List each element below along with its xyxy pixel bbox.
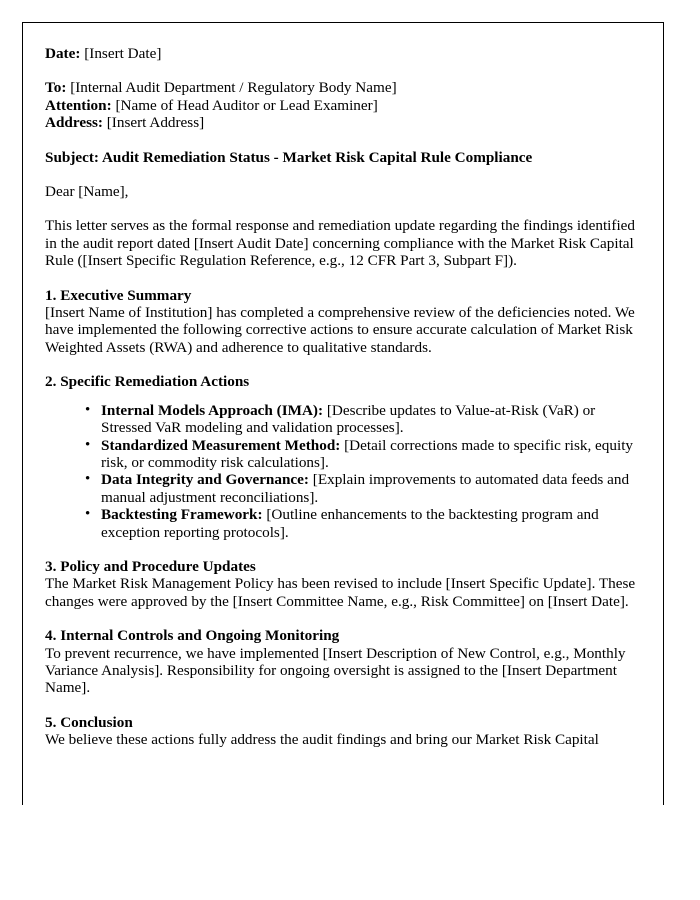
to-value: [Internal Audit Department / Regulatory Body Name] bbox=[70, 79, 397, 97]
date-value: [Insert Date] bbox=[84, 45, 162, 62]
spacer bbox=[45, 270, 646, 287]
spacer bbox=[45, 132, 646, 149]
spacer bbox=[45, 166, 646, 183]
bullet-detail: [Detail corrections made to specific risk, equity risk, or commodity risk calculations]. bbox=[101, 436, 634, 471]
list-item bbox=[85, 437, 646, 472]
date-line bbox=[45, 45, 646, 62]
list-item bbox=[85, 471, 646, 506]
address-line bbox=[45, 114, 646, 131]
date-label: Date: bbox=[45, 45, 81, 62]
bullet-term: Data Integrity and Governance: bbox=[101, 471, 309, 489]
spacer bbox=[45, 356, 646, 373]
intro-paragraph: This letter serves as the formal response and remediation update regarding the findings identified in the audit report dated [Insert Audit Date] concerning compliance with the Market Risk Capital Rule ([Insert Specific Regulation Reference, e.g., 12 CFR Part 3, Subpart F]). bbox=[45, 217, 636, 270]
list-item bbox=[85, 402, 646, 437]
attention-line bbox=[45, 97, 646, 114]
spacer bbox=[45, 697, 646, 714]
to-line bbox=[45, 79, 646, 96]
section-heading-5: 5. Conclusion bbox=[45, 713, 133, 731]
spacer bbox=[45, 62, 646, 79]
spacer bbox=[45, 200, 646, 217]
bullet-term: Backtesting Framework: bbox=[101, 506, 263, 524]
address-label: Address: bbox=[45, 114, 103, 132]
bullet-detail: [Describe updates to Value-at-Risk (VaR) or Stressed VaR modeling and validation processes]. bbox=[101, 401, 596, 437]
bullet-detail: [Outline enhancements to the backtesting program and exception reporting protocols]. bbox=[101, 506, 599, 541]
spacer bbox=[45, 391, 646, 402]
attention-label: Attention: bbox=[45, 96, 112, 114]
salutation: Dear [Name], bbox=[45, 183, 129, 201]
spacer bbox=[45, 610, 646, 627]
remediation-actions-list bbox=[45, 402, 646, 541]
document-page bbox=[22, 22, 664, 805]
section-heading-3: 3. Policy and Procedure Updates bbox=[45, 557, 256, 575]
attention-value: [Name of Head Auditor or Lead Examiner] bbox=[115, 96, 378, 114]
spacer bbox=[45, 541, 646, 558]
section-body-5: We believe these actions fully address the audit findings and bring our Market Risk Capital bbox=[45, 731, 599, 749]
section-body-1: [Insert Name of Institution] has completed a comprehensive review of the deficiencies noted. We have implemented the following corrective actions to ensure accurate calculation of Market Risk Weighted Assets (RWA) and adherence to qualitative standards. bbox=[45, 304, 635, 356]
address-value: [Insert Address] bbox=[106, 114, 205, 132]
section-body-4: To prevent recurrence, we have implemented [Insert Description of New Control, e.g., Monthly Variance Analysis]. Responsibility for ongoing oversight is assigned to the [Insert Department Name]. bbox=[45, 644, 626, 697]
section-heading-2: 2. Specific Remediation Actions bbox=[45, 373, 250, 391]
section-body-3: The Market Risk Management Policy has been revised to include [Insert Specific Update]. These changes were approved by the [Insert Committee Name, e.g., Risk Committee] on [Insert Date]. bbox=[45, 575, 636, 610]
document-body bbox=[45, 45, 646, 749]
list-item bbox=[85, 506, 646, 541]
section-heading-1: 1. Executive Summary bbox=[45, 286, 192, 304]
bullet-term: Internal Models Approach (IMA): bbox=[101, 401, 324, 419]
subject-line: Subject: Audit Remediation Status - Market Risk Capital Rule Compliance bbox=[45, 148, 533, 166]
bullet-detail: [Explain improvements to automated data feeds and manual adjustment reconciliations]. bbox=[101, 471, 630, 506]
bullet-term: Standardized Measurement Method: bbox=[101, 436, 341, 454]
to-label: To: bbox=[45, 79, 67, 97]
section-heading-4: 4. Internal Controls and Ongoing Monitoring bbox=[45, 627, 340, 645]
